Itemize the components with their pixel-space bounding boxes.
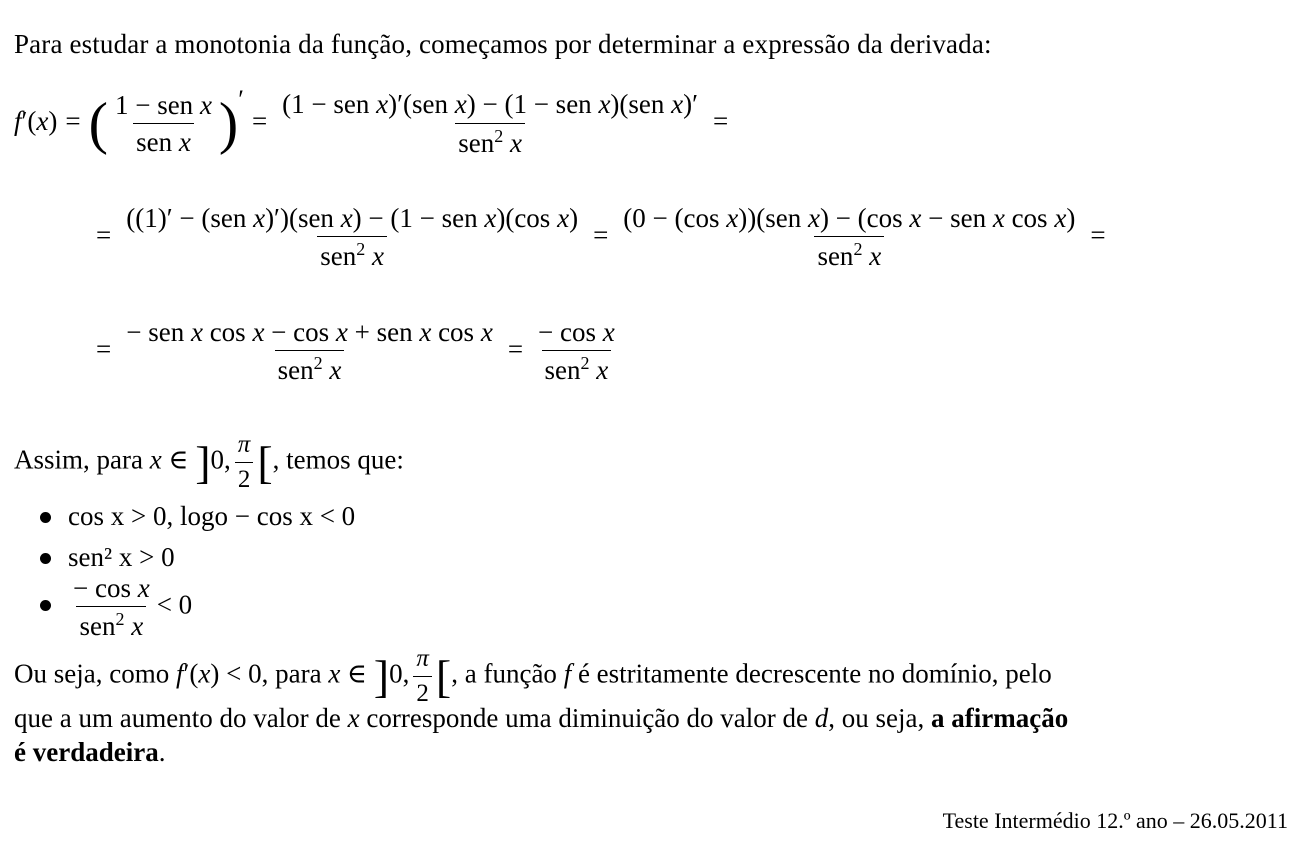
equation-row-3: = $\frac{\text{− sen x cos x − cos x + sen x cos x}}{sen^2 x}$ = $\frac{\text{− cos x}}{sen^2 x}$ <box>96 317 615 386</box>
bullet-dot-3 <box>40 600 51 611</box>
conclusion-line-2: que a um aumento do valor de x corresponde uma diminuição do valor de d, ou seja, a afirmação <box>14 703 1069 733</box>
conclusion-line-3: é verdadeira. <box>14 737 166 767</box>
bullet-1: cos x > 0, logo − cos x < 0 <box>68 501 356 531</box>
bullet-dot-1 <box>40 512 51 523</box>
assim-line: Assim, para x ∈ ]0, $\frac{\pi}{2}$ [, temos que: <box>14 431 404 493</box>
bullet-3: $\frac{\text{− cos x}}{sen^2 x}$ < 0 <box>73 573 193 642</box>
footer-source: Teste Intermédio 12.º ano – 26.05.2011 <box>942 808 1288 833</box>
equation-row-2: = $\frac{\text{((1)′ − (sen x)′)(sen x) − (1 − sen x)(cos x)}}{sen^2 x}$ = $\frac{\text{(0 − (cos x))(sen x) − (cos x − sen x cos x)}}{sen^2 x}$ = <box>96 203 1106 272</box>
conclusion-line-1: Ou seja, como f′(x) < 0, para x ∈ ]0, $\frac{\pi}{2}$ [, a função f é estritamente decrescente no domínio, pelo <box>14 645 1052 707</box>
equation-row-1: f′(x) = ( $\frac{\text{1 − sen x}}{\text{sen x}}$ )′= $\frac{\text{(1 − sen x)′(sen x) − (1 − sen x)(sen x)′}}{sen^2 x}$ = <box>14 85 729 158</box>
bullet-dot-2 <box>40 553 51 564</box>
intro-text: Para estudar a monotonia da função, começamos por determinar a expressão da derivada: <box>14 29 992 59</box>
bullet-2: sen² x > 0 <box>68 542 175 572</box>
